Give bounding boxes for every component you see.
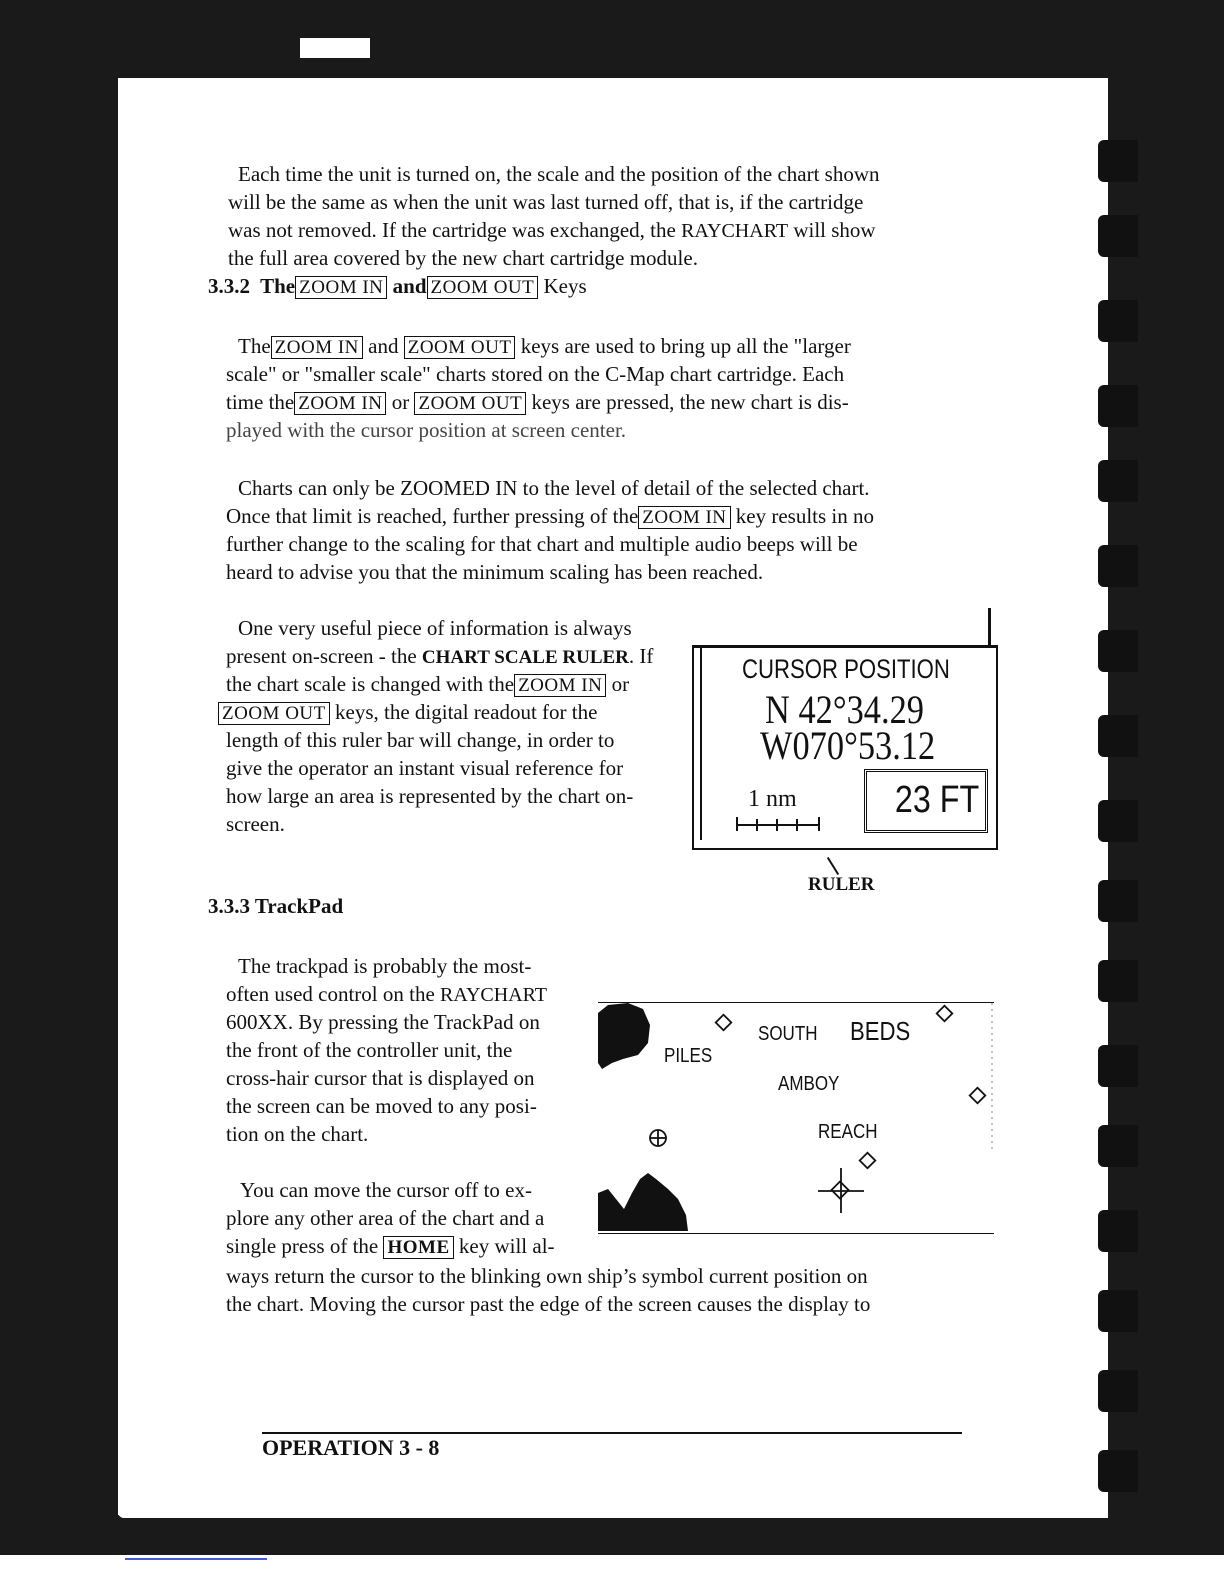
panel-divider bbox=[988, 608, 991, 648]
limit-line: Charts can only be ZOOMED IN to the level of detail of the selected chart. bbox=[238, 476, 870, 500]
zoom-in-key: ZOOM IN bbox=[295, 276, 387, 299]
trackpad-line: often used control on the RAYCHART bbox=[226, 982, 548, 1006]
ruler-line: ZOOM OUT keys, the digital readout for the bbox=[218, 698, 597, 728]
spiral-binding bbox=[1098, 1125, 1138, 1167]
trackpad-line: 600XX. By pressing the TrackPad on bbox=[226, 1010, 540, 1034]
map-label-beds: BEDS bbox=[850, 1016, 911, 1046]
spiral-binding bbox=[1098, 1045, 1138, 1087]
zoom-line: time the ZOOM IN or ZOOM OUT keys are pressed, the new chart is dis- bbox=[226, 390, 849, 414]
scan-border-bottom bbox=[0, 1515, 1224, 1555]
zoom-in-key: ZOOM IN bbox=[514, 674, 606, 697]
ruler-line: present on-screen - the CHART SCALE RULER. If bbox=[226, 644, 654, 668]
spiral-binding bbox=[1098, 960, 1138, 1002]
map-label-south: SOUTH bbox=[758, 1023, 818, 1045]
spiral-binding bbox=[1098, 215, 1138, 257]
trackpad-line: cross-hair cursor that is displayed on bbox=[226, 1066, 535, 1090]
zoom-out-key: ZOOM OUT bbox=[404, 336, 516, 359]
page-footer: OPERATION 3 - 8 bbox=[262, 1435, 440, 1460]
limit-line: Once that limit is reached, further pressing of the ZOOM IN key results in no bbox=[226, 504, 875, 528]
spiral-binding bbox=[1098, 460, 1138, 502]
zoom-in-key: ZOOM IN bbox=[294, 392, 386, 415]
trackpad-line: The trackpad is probably the most- bbox=[238, 954, 532, 978]
spiral-binding bbox=[1098, 880, 1138, 922]
map-label-reach: REACH bbox=[818, 1121, 878, 1143]
scan-border-top bbox=[0, 0, 1224, 80]
spiral-binding bbox=[1098, 140, 1138, 182]
latitude-readout: N 42°34.29 bbox=[765, 687, 925, 732]
cursor-position-title: CURSOR POSITION bbox=[742, 654, 950, 684]
trackpad-line: the screen can be moved to any posi- bbox=[226, 1094, 537, 1118]
cursor-line: single press of the HOME key will al- bbox=[226, 1234, 555, 1258]
zoom-in-key: ZOOM IN bbox=[271, 336, 363, 359]
limit-line: heard to advise you that the minimum scaling has been reached. bbox=[226, 560, 764, 584]
longitude-readout: W070°53.12 bbox=[760, 723, 936, 768]
spiral-binding bbox=[1098, 800, 1138, 842]
ruler-line: length of this ruler bar will change, in order to bbox=[226, 728, 615, 752]
panel-bracket bbox=[700, 645, 710, 840]
ruler-line: One very useful piece of information is always bbox=[238, 616, 632, 640]
home-key: HOME bbox=[383, 1236, 453, 1259]
map-label-amboy: AMBOY bbox=[778, 1073, 840, 1095]
crosshair-cursor-icon bbox=[818, 1168, 864, 1213]
intro-line: Each time the unit is turned on, the scale and the position of the chart shown bbox=[238, 162, 880, 186]
spiral-binding bbox=[1098, 1450, 1138, 1492]
spiral-binding bbox=[1098, 545, 1138, 587]
limit-line: further change to the scaling for that chart and multiple audio beeps will be bbox=[226, 532, 858, 556]
ruler-line: how large an area is represented by the chart on- bbox=[226, 784, 634, 808]
ruler-caption: RULER bbox=[808, 874, 875, 895]
spiral-binding bbox=[1098, 385, 1138, 427]
spiral-binding bbox=[1098, 1370, 1138, 1412]
spiral-binding bbox=[1098, 630, 1138, 672]
section-heading-3-3-3: 3.3.3 TrackPad bbox=[208, 894, 344, 918]
intro-line: was not removed. If the cartridge was exchanged, the RAYCHART will show bbox=[228, 218, 876, 242]
cursor-line: You can move the cursor off to ex- bbox=[240, 1178, 533, 1202]
intro-line: the full area covered by the new chart cartridge module. bbox=[228, 246, 698, 270]
zoom-out-key: ZOOM OUT bbox=[218, 702, 330, 725]
cursor-line: the chart. Moving the cursor past the edge of the screen causes the display to bbox=[226, 1292, 871, 1316]
zoom-line: played with the cursor position at screen center. bbox=[226, 418, 627, 442]
depth-readout: 23 FT bbox=[864, 769, 988, 833]
spiral-binding bbox=[1098, 1290, 1138, 1332]
zoom-in-key: ZOOM IN bbox=[638, 506, 730, 529]
cursor-line: plore any other area of the chart and a bbox=[226, 1206, 545, 1230]
section-heading-3-3-2: 3.3.2 The ZOOM IN and ZOOM OUT Keys bbox=[208, 274, 587, 298]
zoom-line: scale" or "smaller scale" charts stored on the C-Map chart cartridge. Each bbox=[226, 362, 845, 386]
scan-artifact-line bbox=[125, 1558, 267, 1560]
chart-map-illustration bbox=[598, 1002, 994, 1234]
zoom-out-key: ZOOM OUT bbox=[427, 276, 539, 299]
spiral-binding bbox=[1098, 715, 1138, 757]
scale-ruler-icon bbox=[735, 815, 821, 831]
map-label-piles: PILES bbox=[664, 1045, 713, 1067]
cursor-line: ways return the cursor to the blinking own ship’s symbol current position on bbox=[226, 1264, 868, 1288]
ruler-line: the chart scale is changed with the ZOOM IN or bbox=[226, 672, 630, 696]
ruler-line: screen. bbox=[226, 812, 285, 836]
scan-border-left bbox=[0, 60, 118, 1540]
footer-rule bbox=[262, 1432, 962, 1434]
zoom-line: The ZOOM IN and ZOOM OUT keys are used to bring up all the "larger bbox=[238, 334, 851, 358]
ruler-scale-readout: 1 nm bbox=[748, 786, 797, 812]
spiral-binding bbox=[1098, 300, 1138, 342]
ruler-line: give the operator an instant visual reference for bbox=[226, 756, 624, 780]
wreck-symbol-icon bbox=[650, 1130, 666, 1146]
trackpad-line: tion on the chart. bbox=[226, 1122, 369, 1146]
scan-tab bbox=[300, 38, 370, 58]
spiral-binding bbox=[1098, 1210, 1138, 1252]
intro-line: will be the same as when the unit was last turned off, that is, if the cartridge bbox=[228, 190, 864, 214]
zoom-out-key: ZOOM OUT bbox=[414, 392, 526, 415]
trackpad-line: the front of the controller unit, the bbox=[226, 1038, 513, 1062]
